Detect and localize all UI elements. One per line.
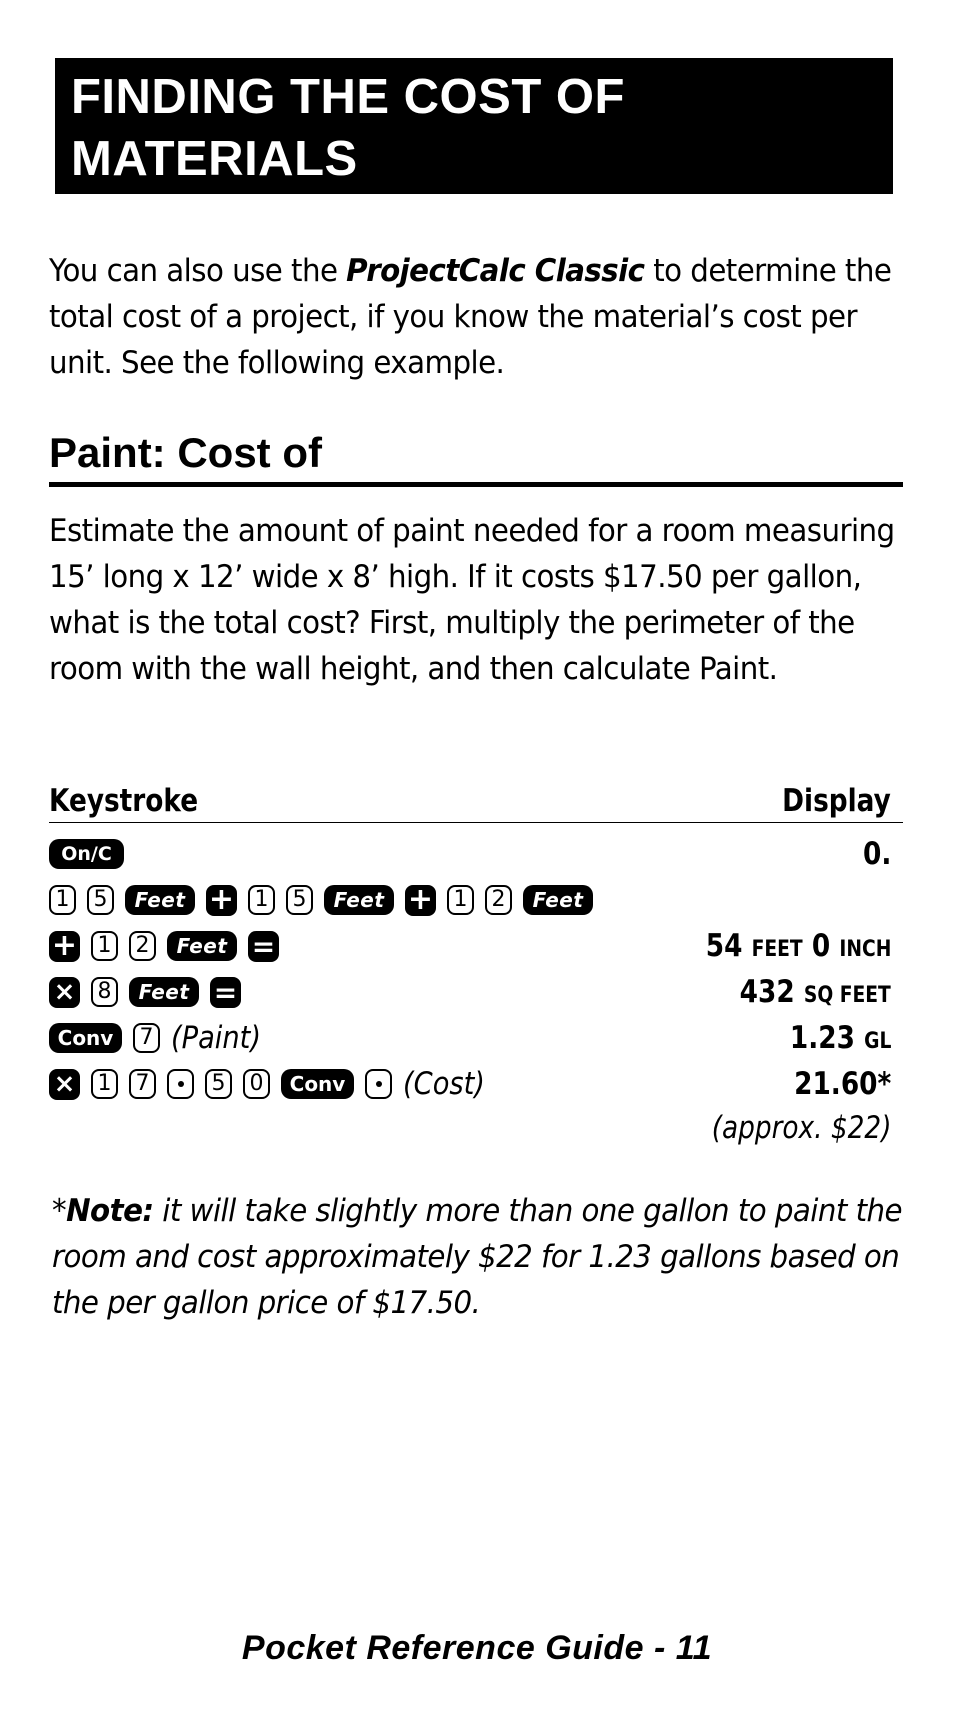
display-approx-note: (approx. $22) (711, 1110, 891, 1146)
display-number: 0 (811, 928, 830, 964)
display-value (794, 1062, 891, 1106)
display-number: 1.23 (789, 1020, 855, 1056)
keystroke-sequence (49, 970, 252, 1014)
keystroke-row-2 (49, 878, 903, 922)
digit-0-key: 0 (243, 1069, 270, 1099)
display-unit: FEET (751, 937, 803, 962)
digit-5-key: 5 (205, 1069, 232, 1099)
intro-text-before: You can also use the (49, 253, 347, 289)
digit-5-key: 5 (87, 885, 114, 915)
digit-1-key: 1 (248, 885, 275, 915)
keystroke-row-1 (49, 832, 903, 876)
footnote-star: * (52, 1193, 67, 1229)
display-unit: INCH (839, 937, 891, 962)
keystroke-row-7 (49, 1106, 903, 1150)
paint-label: (Paint) (171, 1020, 262, 1056)
footnote-text: it will take slightly more than one gallon to paint the room and cost approximately $22 for 1.23 gallons based on the per gallon price of $17.50. (52, 1193, 902, 1321)
conv-key: Conv (281, 1069, 354, 1099)
keystroke-sequence (49, 832, 135, 876)
display-column-header: Display (782, 783, 891, 819)
digit-1-key: 1 (91, 1069, 118, 1099)
digit-1-key: 1 (447, 885, 474, 915)
display-value (863, 832, 891, 876)
digit-2-key: 2 (485, 885, 512, 915)
display-number: 21.60* (793, 1066, 891, 1102)
keystroke-row-6 (49, 1062, 903, 1106)
display-value (740, 970, 891, 1014)
keystroke-sequence (49, 1062, 496, 1106)
decimal-point-key-icon (365, 1069, 392, 1099)
keystroke-sequence (49, 1016, 273, 1060)
intro-paragraph (49, 248, 909, 386)
digit-7-key: 7 (133, 1023, 160, 1053)
keystroke-column-header: Keystroke (49, 783, 199, 819)
keystroke-row-3 (49, 924, 903, 968)
cost-label: (Cost) (403, 1066, 485, 1102)
digit-5-key: 5 (286, 885, 313, 915)
product-name: ProjectCalc Classic (346, 253, 645, 289)
feet-key: Feet (125, 885, 195, 915)
digit-1-key: 1 (91, 931, 118, 961)
digit-8-key: 8 (91, 977, 118, 1007)
keystroke-sequence (49, 924, 290, 968)
multiply-key: × (49, 977, 80, 1008)
plus-key: + (405, 885, 436, 916)
problem-paragraph: Estimate the amount of paint needed for a room measuring 15’ long x 12’ wide x 8’ high. If it costs $17.50 per gallon, what is the total cost? First, multiply the perimeter of the room with the wall height, and then calculate Paint. (49, 513, 895, 687)
display-value (790, 1016, 891, 1060)
feet-key: Feet (129, 977, 199, 1007)
onc-key: On/C (49, 839, 124, 869)
keystroke-table-header (49, 780, 903, 823)
multiply-key: × (49, 1069, 80, 1100)
digit-7-key: 7 (129, 1069, 156, 1099)
digit-1-key: 1 (49, 885, 76, 915)
display-number: 54 (705, 928, 743, 964)
page-footer: Pocket Reference Guide - 11 (241, 1629, 713, 1667)
page-title (55, 58, 893, 194)
display-value (705, 924, 891, 968)
display-unit: GL (863, 1029, 891, 1054)
keystroke-sequence (49, 878, 604, 922)
feet-key: Feet (523, 885, 593, 915)
display-number: 432 (739, 974, 795, 1010)
plus-key: + (49, 931, 80, 962)
equals-key: = (210, 977, 241, 1008)
keystroke-row-5 (49, 1016, 903, 1060)
footnote-label: Note: (66, 1193, 154, 1229)
feet-key: Feet (324, 885, 394, 915)
section-heading: Paint: Cost of (49, 428, 903, 487)
plus-key: + (206, 885, 237, 916)
display-number: 0. (862, 836, 891, 872)
page-title-line-2: MATERIALS (71, 132, 358, 186)
decimal-point-key-icon (167, 1069, 194, 1099)
digit-2-key: 2 (129, 931, 156, 961)
footnote (52, 1188, 922, 1326)
equals-key: = (248, 931, 279, 962)
feet-key: Feet (167, 931, 237, 961)
keystroke-row-4 (49, 970, 903, 1014)
conv-key: Conv (49, 1023, 122, 1053)
intro-text-after: to determine the total cost of a project, if you know the material’s cost per unit. See the following example. (49, 253, 892, 381)
page-title-line-1: FINDING THE COST OF (71, 70, 625, 124)
display-unit: SQ FEET (804, 983, 891, 1008)
